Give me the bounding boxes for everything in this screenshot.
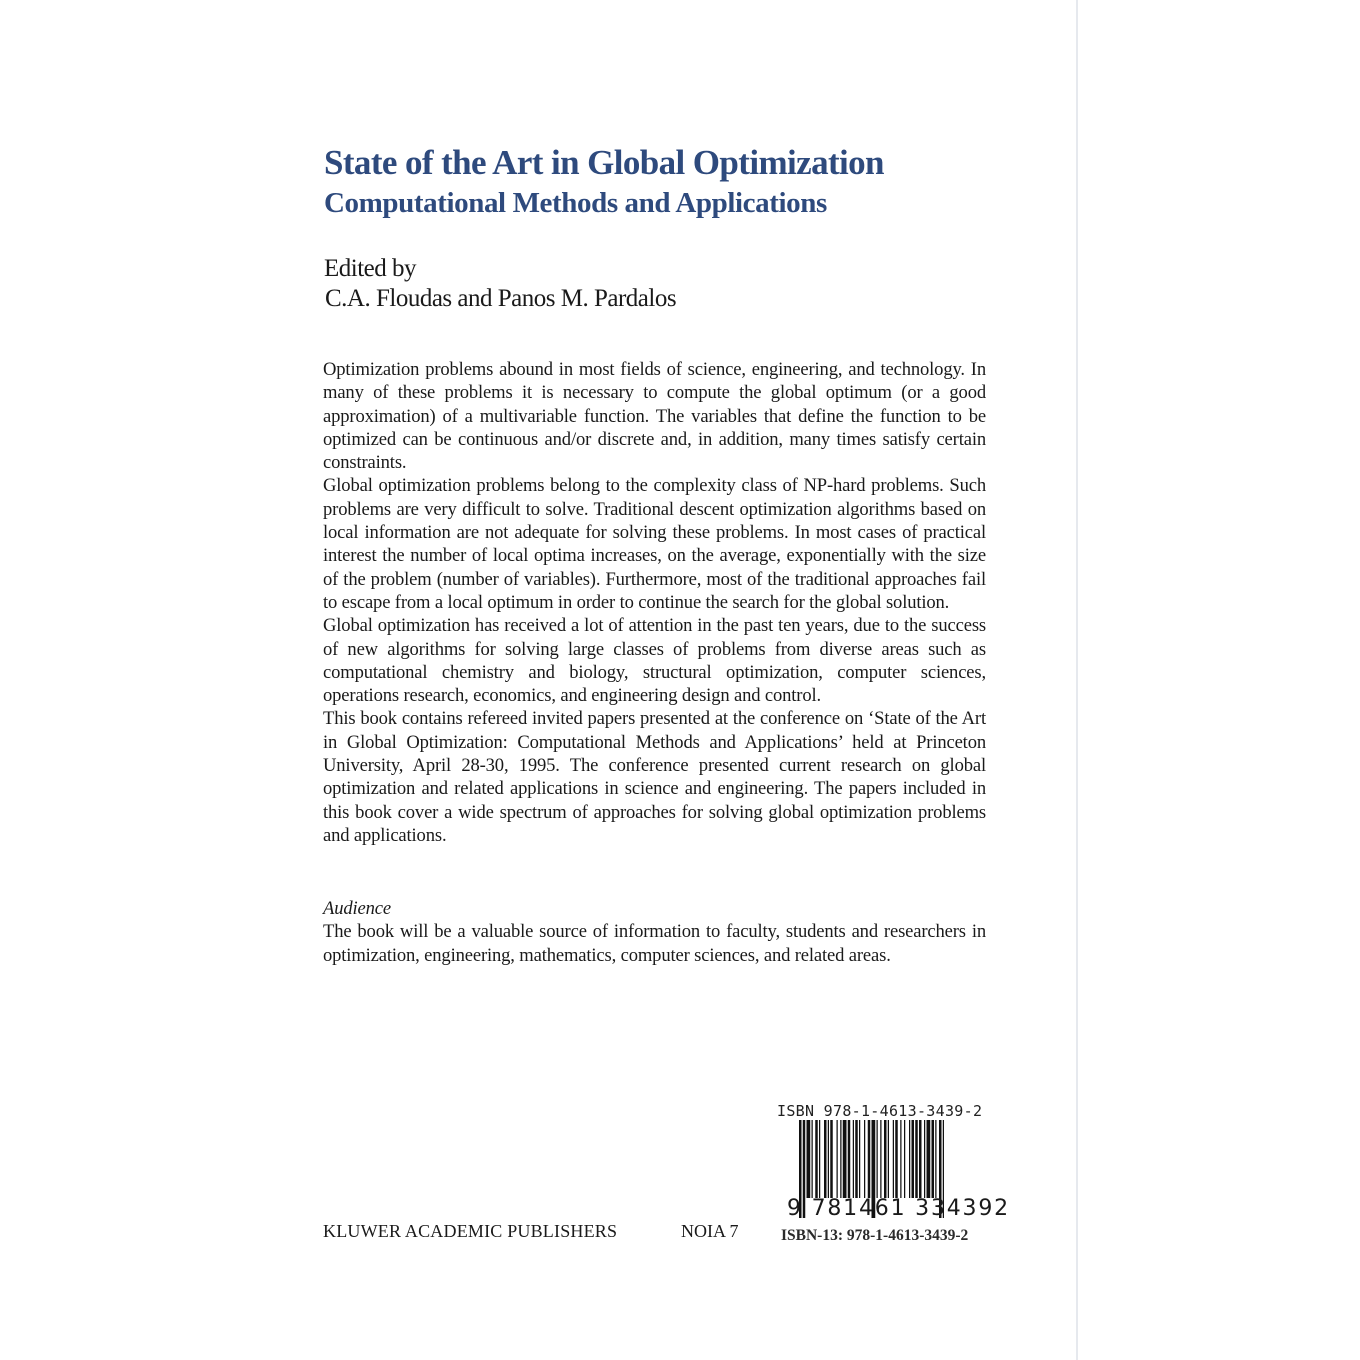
barcode-block (777, 1102, 1010, 1221)
barcode-bar (853, 1120, 854, 1198)
barcode-bar (824, 1120, 827, 1198)
barcode-bar (837, 1120, 838, 1198)
barcode-bar (915, 1120, 918, 1198)
isbn-top-text: ISBN 978-1-4613-3439-2 (777, 1102, 983, 1120)
barcode-bar (900, 1120, 901, 1198)
barcode-bar (884, 1120, 887, 1198)
barcode-bar (848, 1120, 851, 1198)
barcode-bar (840, 1120, 841, 1198)
barcode-bar (919, 1120, 922, 1198)
barcode-bar (912, 1120, 915, 1198)
barcode-bar (904, 1120, 905, 1198)
barcode-bar (935, 1120, 936, 1198)
barcode-bar (830, 1120, 833, 1198)
barcode-bar (828, 1120, 829, 1198)
description-paragraph: Optimization problems abound in most fields of science, engineering, and technology. In many of these problems it is necessary to compute the global optimum (or a good approximation) of a multivariable function. The variables that define the function to be optimized can be continuous and/or discrete and, in addition, many times satisfy certain constraints. (323, 359, 986, 474)
barcode-bar (927, 1120, 931, 1198)
barcode-bar (855, 1120, 858, 1198)
barcode-bar (868, 1120, 871, 1198)
barcode-bar (807, 1120, 811, 1198)
barcode-digits: 9 781461 334392 (787, 1196, 1010, 1221)
description-paragraph: Global optimization problems belong to the complexity class of NP-hard problems. Such problems are very difficult to solve. Traditional descent optimization algorithms based on local information are not adequate for solving these problems. In most cases of practical interest the number of local optima increases, on the average, exponentially with the size of the problem (number of variables). Furthermore, most of the traditional approaches fail to escape from a local optimum in order to continue the search for the global solution. (323, 475, 986, 613)
title-subtitle: Computational Methods and Applications (324, 187, 827, 219)
audience-text: The book will be a valuable source of information to faculty, students and researchers in optimization, engineering, mathematics, computer sciences, and related areas. (323, 921, 986, 966)
audience-heading: Audience (323, 898, 391, 919)
barcode-bar (859, 1120, 860, 1198)
editor-names: C.A. Floudas and Panos M. Pardalos (325, 285, 677, 312)
barcode-bar (864, 1120, 865, 1198)
description-paragraph: This book contains refereed invited papers presented at the conference on ‘State of the Art in Global Optimization: Computational Methods and Applications’ held at Princeton University, April 28-30, 1995. The conference presented current research on global optimization and related applications in science and engineering. The papers included in this book cover a wide spectrum of approaches for solving global optimization problems and applications. (323, 708, 986, 846)
publisher-name: KLUWER ACADEMIC PUBLISHERS (323, 1221, 618, 1241)
title-main: State of the Art in Global Optimization (324, 143, 884, 182)
barcode-bar (924, 1120, 925, 1198)
barcode-bar (815, 1120, 818, 1198)
page-edge-line (1076, 0, 1078, 1360)
barcode-bar (893, 1120, 894, 1198)
barcode-bar (932, 1120, 935, 1198)
book-title (324, 142, 1024, 222)
barcode-bar (819, 1120, 820, 1198)
barcode-bar (877, 1120, 878, 1198)
barcode-bar (843, 1120, 847, 1198)
description (323, 358, 986, 847)
barcode-bar (812, 1120, 813, 1198)
barcode-bar (909, 1120, 910, 1198)
edited-by-label: Edited by (324, 255, 417, 282)
isbn13-text: ISBN-13: 978-1-4613-3439-2 (781, 1227, 969, 1244)
description-paragraph: Global optimization has received a lot of attention in the past ten years, due to the success of new algorithms for solving large classes of problems from diverse areas such as computational chemistry and biology, structural optimization, computer sciences, operations research, economics, and engineering design and control. (323, 615, 986, 707)
series-label: NOIA 7 (681, 1221, 739, 1241)
audience-section (323, 897, 986, 967)
barcode-bar (880, 1120, 881, 1198)
barcode-bar (895, 1120, 898, 1198)
editors-block (324, 254, 676, 314)
barcode-bar (888, 1120, 889, 1198)
